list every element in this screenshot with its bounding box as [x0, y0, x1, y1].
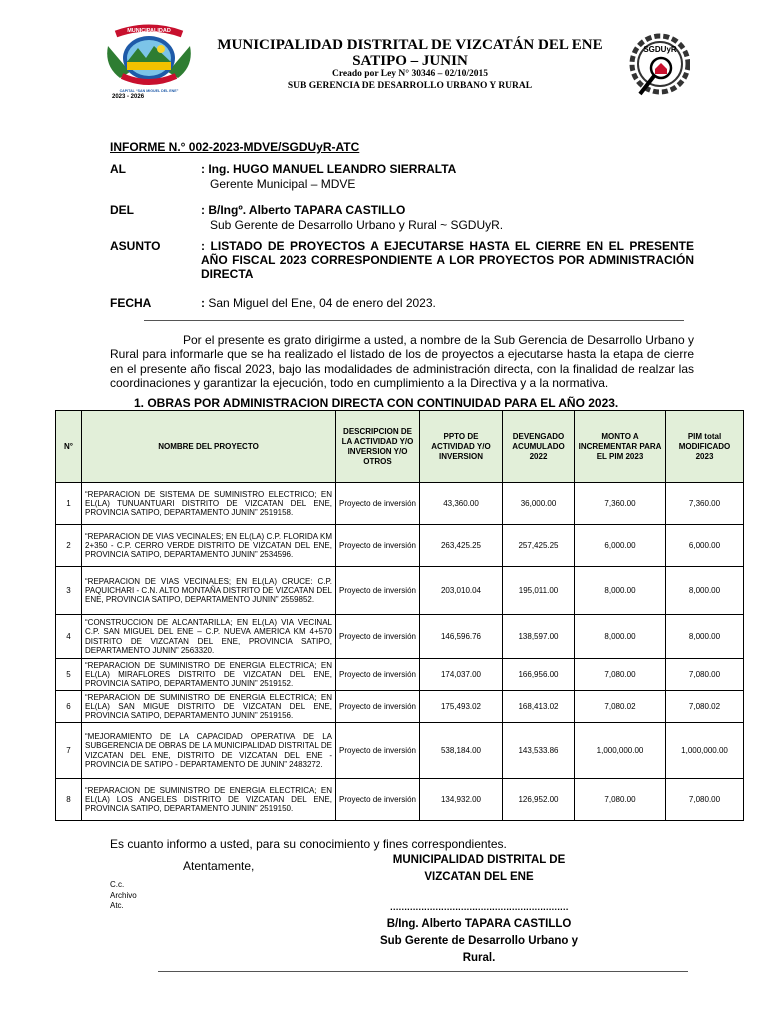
closing-sentence: Es cuanto informo a usted, para su conocimiento y fines correspondientes. — [110, 837, 507, 851]
project-name: “REPARACION DE VIAS VECINALES; EN EL(LA) C.P. FLORIDA KM 2+350 - C.P. CERRO VERDE DISTRITO DE VIZCATAN DEL ENE, PROVINCIA SATIPO, DEPARTAMENTO JUNIN” 2534596. — [82, 525, 336, 567]
asunto-label: ASUNTO — [110, 239, 161, 253]
table-row — [56, 525, 744, 567]
project-accrued: 257,425.25 — [503, 525, 575, 567]
al-subtitle: Gerente Municipal – MDVE — [210, 177, 356, 191]
divider-line — [144, 320, 684, 321]
project-accrued: 143,533.86 — [503, 723, 575, 779]
projects-table — [55, 410, 744, 821]
table-row — [56, 779, 744, 821]
table-row — [56, 483, 744, 525]
signature-org-line2: VIZCATAN DEL ENE — [424, 871, 534, 883]
regards: Atentamente, — [183, 859, 255, 873]
signature-role-line1: Sub Gerente de Desarrollo Urbano y — [379, 935, 579, 947]
table-row — [56, 723, 744, 779]
project-accrued: 195,011.00 — [503, 567, 575, 615]
project-description: Proyecto de inversión — [336, 779, 420, 821]
project-increment: 7,080.00 — [575, 779, 666, 821]
del-subtitle: Sub Gerente de Desarrollo Urbano y Rural ~ SGDUyR. — [210, 218, 504, 232]
project-name: “CONSTRUCCION DE ALCANTARILLA; EN EL(LA) VIA VECINAL C.P. SAN MIGUEL DEL ENE – C.P. NUEVA AMERICA KM 4+570 DISTRITO DE VIZCATAN DEL ENE, PROVINCIA SATIPO, DEPARTAMENTO JUNIN” 2563320. — [82, 615, 336, 659]
header-creation-law: Creado por Ley N° 30346 – 02/10/2015 — [332, 69, 488, 79]
project-budget: 174,037.00 — [420, 659, 503, 691]
header-title-line1: MUNICIPALIDAD DISTRITAL DE VIZCATÁN DEL ENE — [217, 37, 603, 53]
project-budget: 134,932.00 — [420, 779, 503, 821]
signature-block — [360, 916, 598, 967]
row-number: 2 — [56, 525, 82, 567]
project-pim: 7,080.00 — [666, 779, 744, 821]
row-number: 5 — [56, 659, 82, 691]
fecha-text: San Miguel del Ene, 04 de enero del 2023. — [208, 296, 436, 310]
project-description: Proyecto de inversión — [336, 723, 420, 779]
project-accrued: 36,000.00 — [503, 483, 575, 525]
sgduyr-logo-text: SGDUyR — [643, 45, 677, 54]
project-increment: 8,000.00 — [575, 615, 666, 659]
project-name: “REPARACION DE SUMINISTRO DE ENERGIA ELECTRICA; EN EL(LA) LOS ANGELES DISTRITO DE VIZCATAN DEL ENE, PROVINCIA SATIPO, DEPARTAMENTO JUNIN” 2519150. — [82, 779, 336, 821]
signature-org-line1: MUNICIPALIDAD DISTRITAL DE — [392, 854, 566, 866]
project-name: “REPARACION DE SISTEMA DE SUMINISTRO ELECTRICO; EN EL(LA) TUNUANTUARI DISTRITO DE VIZCATAN DEL ENE, PROVINCIA SATIPO, DEPARTAMENTO JUNIN” 2519158. — [82, 483, 336, 525]
project-description: Proyecto de inversión — [336, 525, 420, 567]
project-accrued: 138,597.00 — [503, 615, 575, 659]
cc-item: Atc. — [110, 901, 124, 910]
project-pim: 1,000,000.00 — [666, 723, 744, 779]
col-header-accrued: DEVENGADO ACUMULADO 2022 — [503, 411, 575, 483]
project-pim: 7,360.00 — [666, 483, 744, 525]
row-number: 4 — [56, 615, 82, 659]
fecha-value — [201, 296, 436, 310]
footer-line — [158, 971, 688, 972]
header-subgerencia: SUB GERENCIA DE DESARROLLO URBANO Y RURAL — [287, 81, 533, 91]
table-row — [56, 615, 744, 659]
signature-dots: ……………………………………………………… — [389, 902, 569, 912]
col-header-number: N° — [56, 411, 82, 483]
project-accrued: 166,956.00 — [503, 659, 575, 691]
asunto-value: : LISTADO DE PROYECTOS A EJECUTARSE HASTA EL CIERRE EN EL PRESENTE AÑO FISCAL 2023 CORRESPONDIENTE A LOR PROYECTOS POR ADMINISTRACIÓN DIRECTA — [201, 239, 694, 281]
header-title-line2: SATIPO – JUNIN — [352, 53, 468, 69]
project-budget: 43,360.00 — [420, 483, 503, 525]
report-number: INFORME N.° 002-2023-MDVE/SGDUyR-ATC — [110, 140, 360, 154]
project-description: Proyecto de inversión — [336, 483, 420, 525]
project-increment: 7,080.00 — [575, 659, 666, 691]
cc-item: C.c. — [110, 880, 125, 889]
project-increment: 7,360.00 — [575, 483, 666, 525]
del-label: DEL — [110, 203, 134, 217]
project-pim: 8,000.00 — [666, 615, 744, 659]
project-description: Proyecto de inversión — [336, 659, 420, 691]
project-pim: 7,080.02 — [666, 691, 744, 723]
project-name: “REPARACION DE SUMINISTRO DE ENERGIA ELECTRICA; EN EL(LA) MIRAFLORES DISTRITO DE VIZCATAN DEL ENE, PROVINCIA SATIPO, DEPARTAMENTO JUNIN” 2519152. — [82, 659, 336, 691]
header-title — [200, 37, 620, 69]
project-increment: 8,000.00 — [575, 567, 666, 615]
project-pim: 6,000.00 — [666, 525, 744, 567]
signature-name: B/Ing. Alberto TAPARA CASTILLO — [386, 918, 572, 930]
project-accrued: 168,413.02 — [503, 691, 575, 723]
project-budget: 146,596.76 — [420, 615, 503, 659]
project-pim: 8,000.00 — [666, 567, 744, 615]
del-value: : B/Ingº. Alberto TAPARA CASTILLO — [201, 203, 406, 217]
project-description: Proyecto de inversión — [336, 691, 420, 723]
col-header-project-name: NOMBRE DEL PROYECTO — [82, 411, 336, 483]
table-row — [56, 567, 744, 615]
municipality-logo — [106, 16, 192, 100]
project-description: Proyecto de inversión — [336, 615, 420, 659]
row-number: 1 — [56, 483, 82, 525]
signature-org — [360, 852, 598, 886]
table-row — [56, 691, 744, 723]
row-number: 7 — [56, 723, 82, 779]
project-increment: 7,080.02 — [575, 691, 666, 723]
project-accrued: 126,952.00 — [503, 779, 575, 821]
project-budget: 538,184.00 — [420, 723, 503, 779]
table-row — [56, 659, 744, 691]
project-name: “REPARACION DE SUMINISTRO DE ENERGIA ELECTRICA; EN EL(LA) SAN MIGUE DISTRITO DE VIZCATAN DEL ENE, PROVINCIA SATIPO, DEPARTAMENTO JUNIN” 2519156. — [82, 691, 336, 723]
header-years: 2023 - 2026 — [112, 94, 145, 100]
section-title: 1. OBRAS POR ADMINISTRACION DIRECTA CON CONTINUIDAD PARA EL AÑO 2023. — [134, 396, 619, 410]
al-value: : Ing. HUGO MANUEL LEANDRO SIERRALTA — [201, 162, 457, 176]
project-budget: 263,425.25 — [420, 525, 503, 567]
project-increment: 1,000,000.00 — [575, 723, 666, 779]
col-header-pim: PIM total MODIFICADO 2023 — [666, 411, 744, 483]
fecha-label: FECHA — [110, 296, 152, 310]
project-budget: 175,493.02 — [420, 691, 503, 723]
project-name: “REPARACION DE VIAS VECINALES; EN EL(LA) CRUCE: C.P. PAQUICHARI - C.N. ALTO MONTAÑA DISTRITO DE VIZCATAN DEL ENE, PROVINCIA SATIPO, DEPARTAMENTO JUNIN” 2559852. — [82, 567, 336, 615]
col-header-budget: PPTO DE ACTIVIDAD Y/O INVERSION — [420, 411, 503, 483]
table-header-row — [56, 411, 744, 483]
fecha-colon: : — [201, 296, 205, 310]
signature-role-line2: Rural. — [462, 952, 496, 964]
row-number: 3 — [56, 567, 82, 615]
project-pim: 7,080.00 — [666, 659, 744, 691]
logo-capital-text: CAPITAL “SAN MIGUEL DEL ENE” — [119, 89, 179, 93]
col-header-increment: MONTO A INCREMENTAR PARA EL PIM 2023 — [575, 411, 666, 483]
project-increment: 6,000.00 — [575, 525, 666, 567]
col-header-description: DESCRIPCION DE LA ACTIVIDAD Y/O INVERSION Y/O OTROS — [336, 411, 420, 483]
project-description: Proyecto de inversión — [336, 567, 420, 615]
project-budget: 203,010.04 — [420, 567, 503, 615]
al-label: AL — [110, 162, 126, 176]
intro-paragraph: Por el presente es grato dirigirme a usted, a nombre de la Sub Gerencia de Desarrollo Urbano y Rural para informarle que se ha realizado el listado de los de proyectos a ejecutarse hasta la etapa de cierre en el presente año fiscal 2023, bajo las modalidades de administración directa, con la finalidad de realzar las coordinaciones y garantizar la ejecución, todo en cumplimiento a la Directiva y a la normativa. — [110, 333, 694, 391]
row-number: 8 — [56, 779, 82, 821]
cc-list — [110, 880, 137, 912]
project-name: “MEJORAMIENTO DE LA CAPACIDAD OPERATIVA DE LA SUBGERENCIA DE OBRAS DE LA MUNICIPALIDAD DISTRITAL DE VIZCATAN DEL ENE, DISTRITO DE VIZCATAN DEL ENE - PROVINCIA DE SATIPO - DEPARTAMENTO DE JUNIN” 2483272. — [82, 723, 336, 779]
row-number: 6 — [56, 691, 82, 723]
sgduyr-logo — [628, 30, 690, 100]
logo-banner-text: MUNICIPALIDAD — [127, 28, 171, 34]
cc-item: Archivo — [110, 890, 137, 900]
